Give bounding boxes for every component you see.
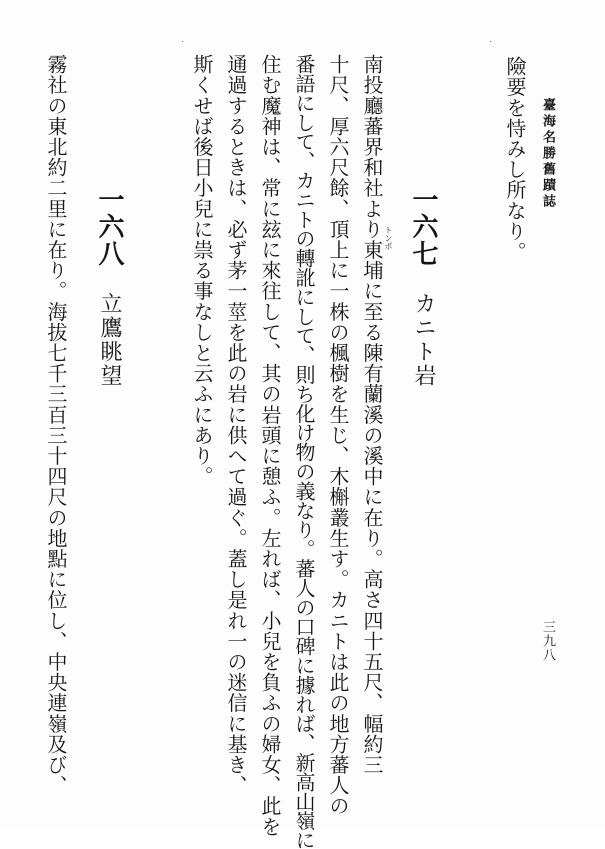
body-column-6: 通過するときは、必ず茅一莖を此の岩に供へて過ぐ。蓋し是れ一の迷信に基き、 (224, 54, 248, 796)
ruby-tonpo: トンポ (384, 226, 393, 250)
print-speck: · (484, 40, 495, 45)
body-column-4: 番語にして、カニトの轉訛にして、則ち化け物の義なり。蕃人の口碑に據れば、新高山嶺に (292, 54, 316, 849)
body-column-3: 十尺、厚六尺餘、頂上に一株の楓樹を生じ、木槲叢生す。カニトは此の地方蕃人の (326, 54, 350, 817)
section-167-title: カニト岩 (411, 292, 436, 388)
body-column-7: 斯くせば後日小兒に祟る事なしと云ふにあり。 (190, 54, 214, 487)
section-168-title: 立鷹眺望 (97, 292, 122, 388)
print-speck: · (176, 40, 187, 45)
section-167-number: 一六七 (408, 186, 438, 267)
section-168-number: 一六八 (94, 186, 124, 267)
body-column-2: 南投廳蕃界和社より東埔に至る陳有蘭溪の溪中に在り。高さ四十五尺、幅約三 (360, 54, 384, 775)
body-column-8: 霧社の東北約二里に在り。海拔七千三百三十四尺の地點に位し、中央連嶺及び、 (44, 54, 68, 796)
body-column-1: 險要を恃みし所なり。 (503, 56, 527, 262)
page-number: 三九八 (540, 620, 555, 662)
running-head: 臺海名勝舊蹟誌 (540, 98, 555, 210)
body-column-5: 住む魔神は、常に玆に來往して、其の岩頭に憩ふ。左れば、小兒を負ふの婦女、此を (258, 54, 282, 837)
